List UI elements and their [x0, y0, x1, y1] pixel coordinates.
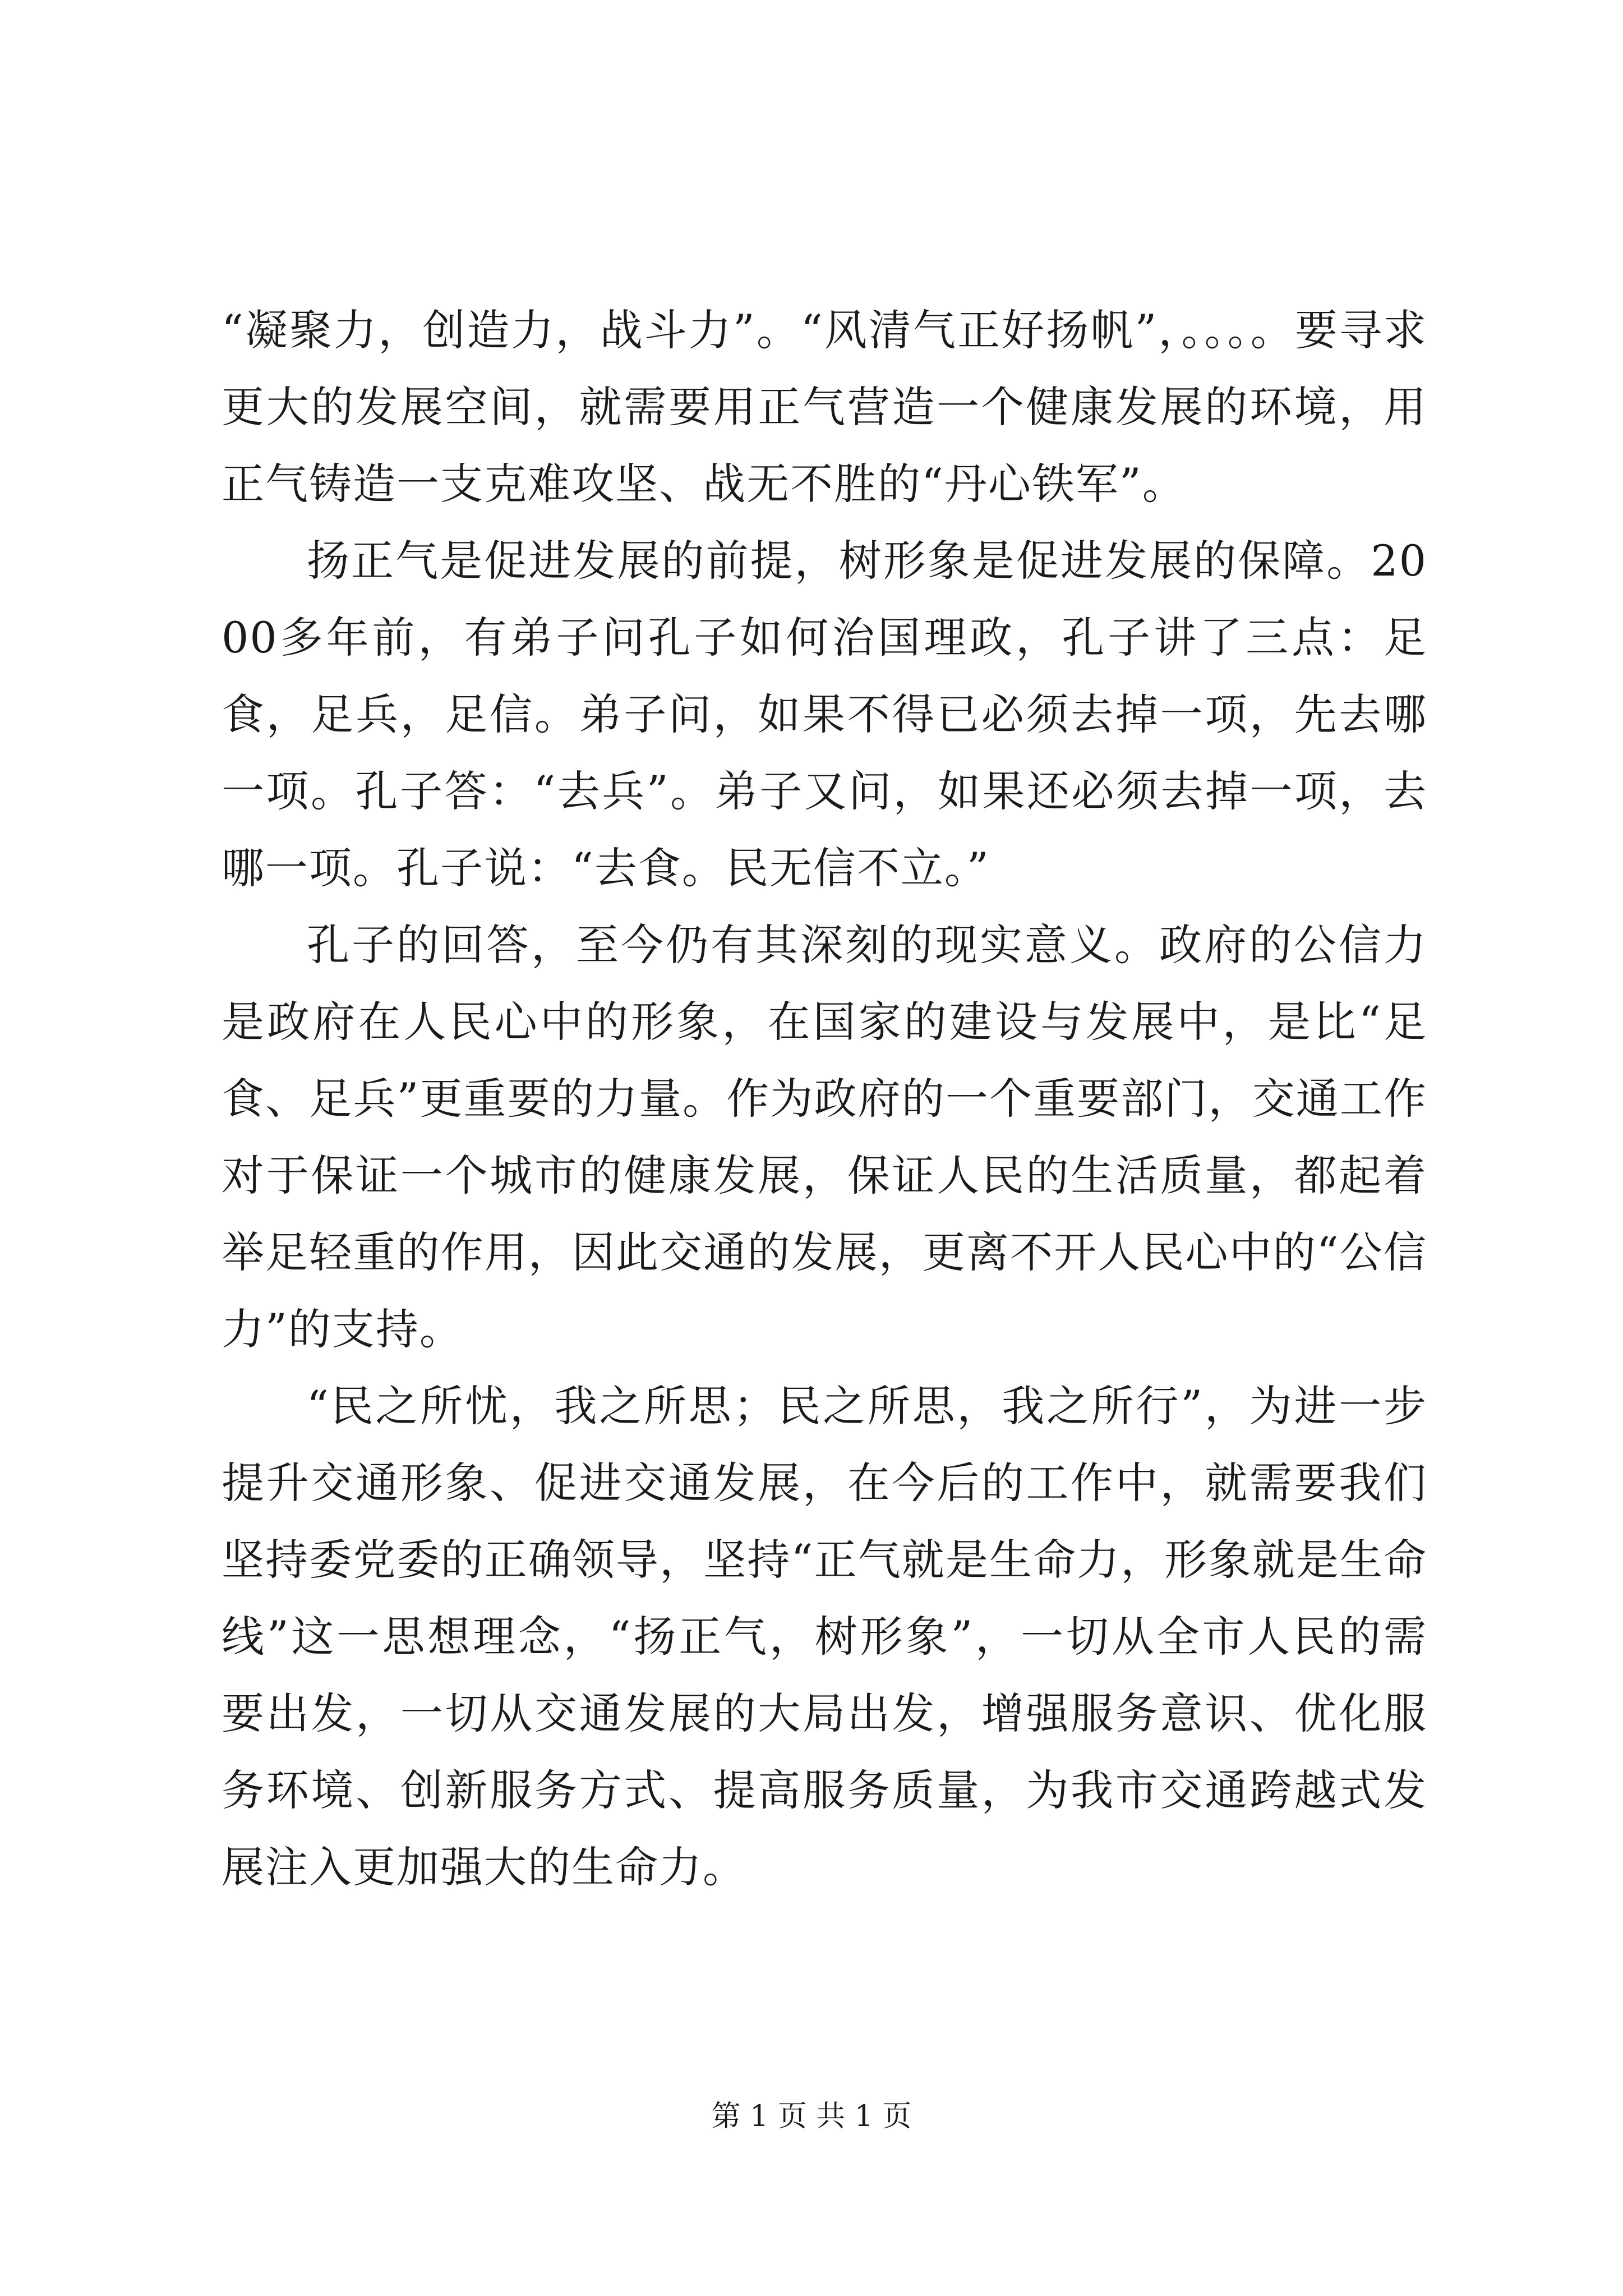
- page-number-footer: 第 1 页 共 1 页: [711, 2100, 912, 2133]
- paragraph-3: 孔子的回答，至今仍有其深刻的现实意义。政府的公信力是政府在人民心中的形象，在国家的建设与发展中，是比“足食、足兵”更重要的力量。作为政府的一个重要部门，交通工作对于保证一个城市的健康发展，保证人民的生活质量，都起着举足轻重的作用，因此交通的发展，更离不开人民心中的“公信力”的支持。: [222, 920, 1427, 1354]
- paragraph-2: 扬正气是促进发展的前提，树形象是促进发展的保障。2000多年前，有弟子问孔子如何治国理政，孔子讲了三点：足食，足兵，足信。弟子问，如果不得已必须去掉一项，先去哪一项。孔子答：“去兵”。弟子又问，如果还必须去掉一项，去哪一项。孔子说：“去食。民无信不立。”: [222, 536, 1427, 893]
- paragraph-4: “民之所忧，我之所思；民之所思，我之所行”，为进一步提升交通形象、促进交通发展，在今后的工作中，就需要我们坚持委党委的正确领导，坚持“正气就是生命力，形象就是生命线”这一思想理念，“扬正气，树形象”，一切从全市人民的需要出发，一切从交通发展的大局出发，增强服务意识、优化服务环境、创新服务方式、提高服务质量，为我市交通跨越式发展注入更加强大的生命力。: [222, 1381, 1427, 1892]
- document-body: [222, 292, 1427, 1906]
- paragraph-1: “凝聚力，创造力，战斗力”。“风清气正好扬帆”，。。。。要寻求更大的发展空间，就需要用正气营造一个健康发展的环境，用正气铸造一支克难攻坚、战无不胜的“丹心铁军”。: [222, 305, 1427, 509]
